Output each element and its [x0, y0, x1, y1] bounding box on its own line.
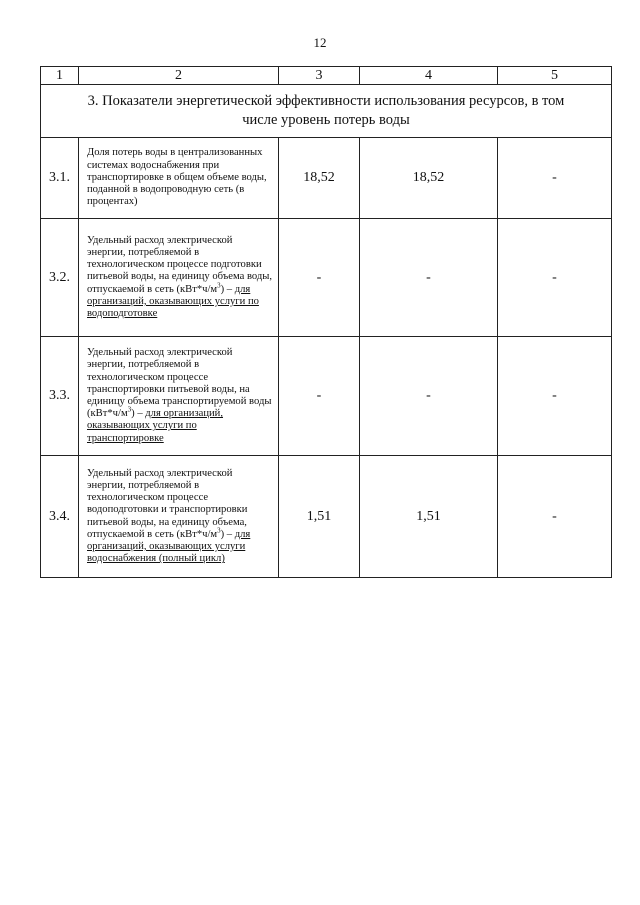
value-col-4: 18,52: [360, 138, 498, 219]
header-col-1: 1: [41, 67, 79, 85]
row-description: [79, 337, 279, 456]
value-col-3: 18,52: [279, 138, 360, 219]
description-dash: ) –: [131, 408, 146, 420]
header-col-2: 2: [79, 67, 279, 85]
description-text: Удельный расход электрической энергии, потребляемой в технологическом процессе водоподготовки и транспортировки питьевой воды, на единицу объема, отпускаемой в сеть (кВт*ч/м: [87, 467, 248, 540]
organization-scope: для организаций, оказывающих услуги по транспортировке: [87, 408, 224, 444]
table-header-row: [41, 67, 612, 85]
description-text: Доля потерь воды в централизованных системах водоснабжения при транспортировке в общем объеме воды, поданной в водопроводную сеть (в процентах): [87, 147, 267, 208]
table-row: [41, 219, 612, 337]
unit-superscript: 3: [217, 281, 221, 290]
description-text: Удельный расход электрической энергии, потребляемой в технологическом процессе подготовки питьевой воды, на единицу объема воды, отпускаемой в сеть (кВт*ч/м: [87, 234, 273, 295]
row-number: 3.3.: [41, 337, 79, 456]
unit-superscript: 3: [217, 526, 221, 535]
organization-scope: для организаций, оказывающих услуги водоснабжения (полный цикл): [87, 528, 251, 565]
section-title: 3. Показатели энергетической эффективности использования ресурсов, в том числе уровень потерь воды: [41, 85, 612, 138]
value-col-4: -: [360, 337, 498, 456]
header-col-5: 5: [498, 67, 612, 85]
row-description: [79, 138, 279, 219]
table-row: [41, 337, 612, 456]
value-col-5: -: [498, 138, 612, 219]
row-description: [79, 456, 279, 578]
description-text: Удельный расход электрической энергии, потребляемой в технологическом процессе транспортировки питьевой воды, на единицу объема транспортируемой воды (кВт*ч/м: [87, 347, 272, 420]
table-row: [41, 138, 612, 219]
value-col-5: -: [498, 337, 612, 456]
value-col-3: -: [279, 219, 360, 337]
description-dash: ) –: [220, 283, 235, 295]
value-col-5: -: [498, 219, 612, 337]
description-dash: ) –: [220, 528, 235, 540]
header-col-4: 4: [360, 67, 498, 85]
table-row: [41, 456, 612, 578]
row-number: 3.1.: [41, 138, 79, 219]
page-number: 12: [313, 35, 327, 50]
row-number: 3.4.: [41, 456, 79, 578]
value-col-4: -: [360, 219, 498, 337]
value-col-3: -: [279, 337, 360, 456]
organization-scope: для организаций, оказывающих услуги по водоподготовке: [87, 283, 259, 319]
row-description: [79, 219, 279, 337]
value-col-5: -: [498, 456, 612, 578]
value-col-4: 1,51: [360, 456, 498, 578]
row-number: 3.2.: [41, 219, 79, 337]
indicators-table: [40, 66, 612, 578]
header-col-3: 3: [279, 67, 360, 85]
value-col-3: 1,51: [279, 456, 360, 578]
unit-superscript: 3: [127, 405, 132, 414]
section-row: [41, 85, 612, 138]
